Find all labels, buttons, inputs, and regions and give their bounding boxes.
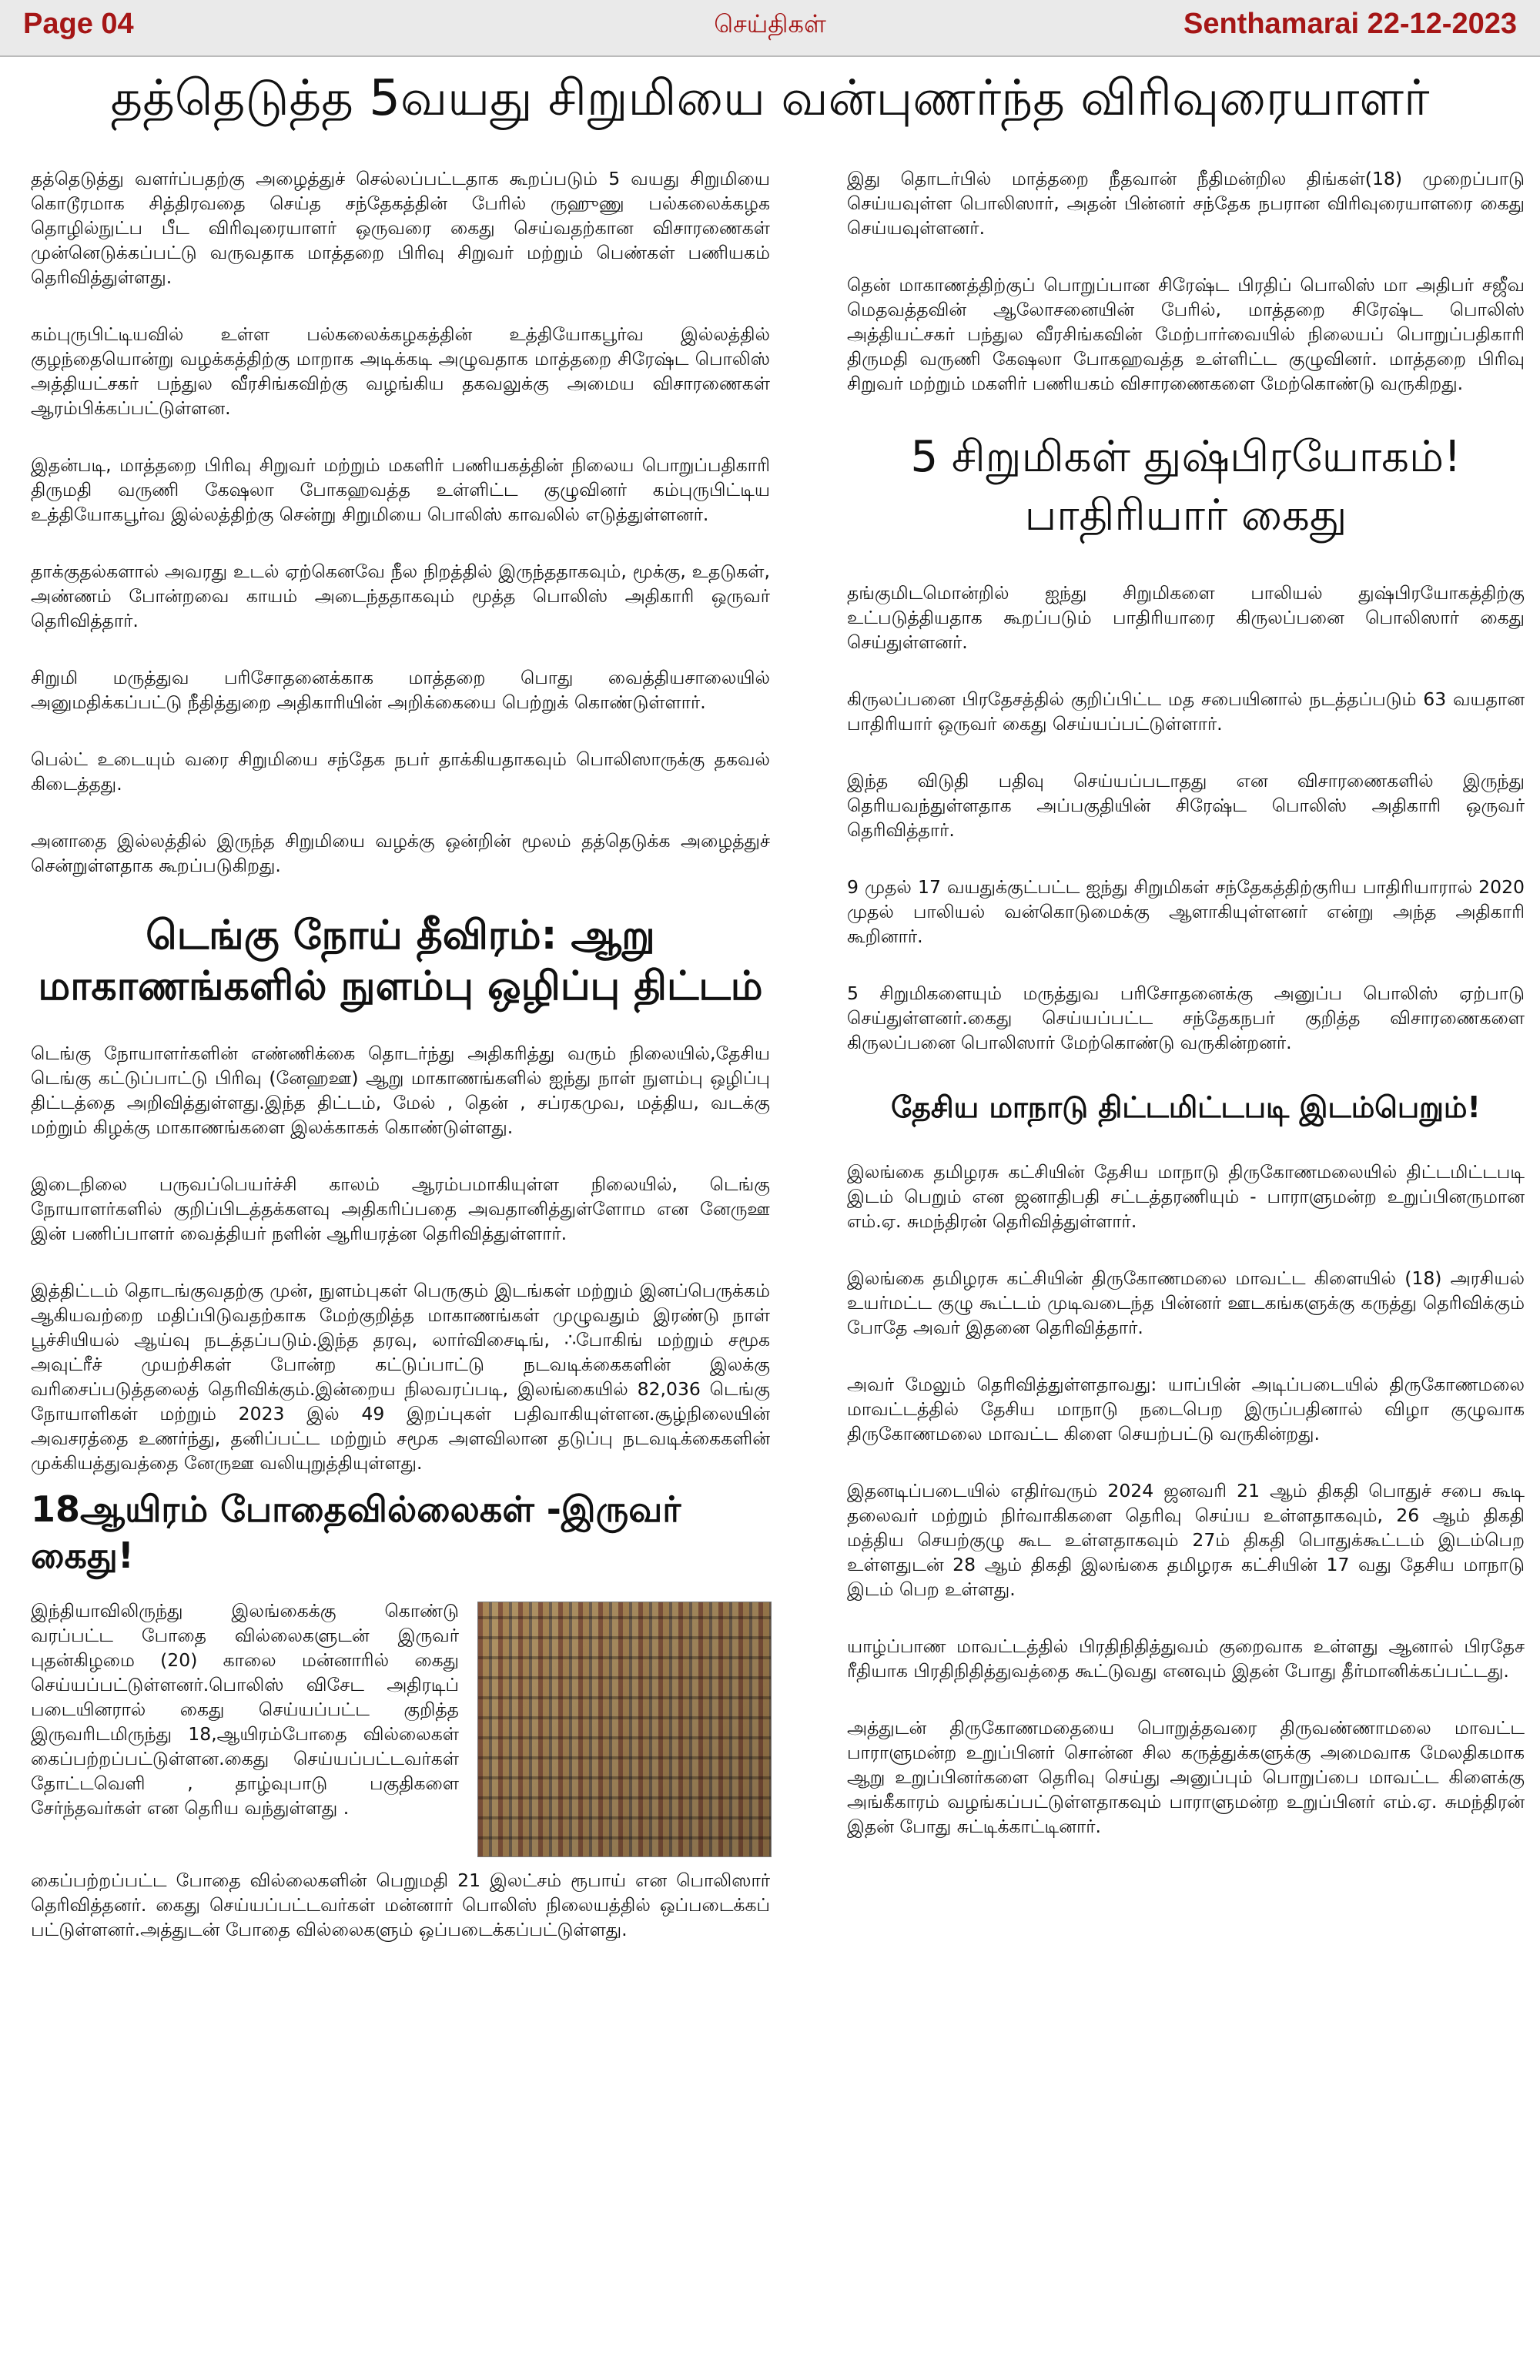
article-paragraph: அனாதை இல்லத்தில் இருந்த சிறுமியை வழக்கு ஒன்றின் மூலம் தத்தெடுக்க அழைத்துச் சென்றுள்ளதாக கூறப்படுகிறது. (31, 830, 770, 876)
section-name: செய்திகள் (714, 9, 826, 38)
article-paragraph: தென் மாகாணத்திற்குப் பொறுப்பான சிரேஷ்ட பிரதிப் பொலிஸ் மா அதிபர் சஜீவ மெதவத்தவின் ஆலோசனையின் பேரில், மாத்தறை சிரேஷ்ட பொலிஸ் அத்தியட்சகர் பந்துல வீரசிங்கவின் மேற்பார்வையில் நிலையப் பொறுப்பதிகாரி திருமதி வருணி கேஷலா போகஹவத்த உள்ளிட்ட குழுவினர். மாத்தறை பிரிவு சிறுவர் மற்றும் மகளிர் பணியகம் விசாரணைகளை மேற்கொண்டு வருகிறது. (847, 274, 1525, 394)
main-headline: தத்தெடுத்த 5வயது சிறுமியை வன்புணர்ந்த விரிவுரையாளர் (110, 70, 1430, 127)
seized-pills-photo (477, 1602, 770, 1856)
article-paragraph: இடைநிலை பருவப்பெயர்ச்சி காலம் ஆரம்பமாகியுள்ள நிலையில், டெங்கு நோயாளர்களில் குறிப்பிடத்தக்களவு அதிகரிப்பதை அவதானித்துள்ளோம என னேருஊ இன் பணிப்பாளர் வைத்தியர் நளின் ஆரியரத்ன தெரிவித்துள்ளார். (31, 1173, 770, 1244)
article-paragraph: 9 முதல் 17 வயதுக்குட்பட்ட ஐந்து சிறுமிகள் சந்தேகத்திற்குரிய பாதிரியாரால் 2020 முதல் பாலியல் வன்கொடுமைக்கு ஆளாகியுள்ளனர் என்று அந்த அதிகாரி கூறினார். (847, 876, 1525, 947)
article-paragraph: அவர் மேலும் தெரிவித்துள்ளதாவது: யாப்பின் அடிப்படையில் திருகோணமலை மாவட்டத்தில் தேசிய மாநாடு நடைபெற இருப்பதினால் விழா குழுவாக திருகோணமலை மாவட்ட கிளை செயற்பட்டு வருகின்றது. (847, 1374, 1525, 1444)
article-paragraph: தாக்குதல்களால் அவரது உடல் ஏற்கெனவே நீல நிறத்தில் இருந்ததாகவும், மூக்கு, உதடுகள், அண்ணம் போன்றவை காயம் அடைந்ததாகவும் மூத்த பொலிஸ் அதிகாரி ஒருவர் தெரிவித்தார். (31, 561, 770, 631)
article-paragraph: இதனடிப்படையில் எதிர்வரும் 2024 ஜனவரி 21 ஆம் திகதி பொதுச் சபை கூடி தலைவர் மற்றும் நிர்வாகிகளை தெரிவு செய்ய உள்ளதாகவும், 26 ஆம் திகதி மத்திய செயற்குழு கூட உள்ளதாகவும் 27ம் திகதி பொதுக்கூட்டம் இடம்பெற உள்ளதுடன் 28 ஆம் திகதி இலங்கை தமிழரசு கட்சியின் 17 வது தேசிய மாநாடு இடம் பெற உள்ளது. (847, 1480, 1525, 1600)
article-paragraph: கைப்பற்றப்பட்ட போதை வில்லைகளின் பெறுமதி 21 இலட்சம் ரூபாய் என பொலிஸார் தெரிவித்தனர். கைது செய்யப்பட்டவர்கள் மன்னார் பொலிஸ் நிலையத்தில் ஒப்படைக்கப் பட்டுள்ளனர்.அத்துடன் போதை வில்லைகளும் ஒப்படைக்கப்பட்டுள்ளது. (31, 1870, 770, 1940)
article-paragraph: இலங்கை தமிழரசு கட்சியின் தேசிய மாநாடு திருகோணமலையில் திட்டமிட்டபடி இடம் பெறும் என ஜனாதிபதி சட்டத்தரணியும் - பாராளுமன்ற உறுப்பினருமான எம்.ஏ. சுமந்திரன் தெரிவித்துள்ளார். (847, 1161, 1525, 1232)
article-paragraph: கம்புருபிட்டியவில் உள்ள பல்கலைக்கழகத்தின் உத்தியோகபூர்வ இல்லத்தில் குழந்தையொன்று வழக்கத்திற்கு மாறாக அடிக்கடி அழுவதாக மாத்தறை சிரேஷ்ட பொலிஸ் அத்தியட்சகர் பந்துல வீரசிங்கவிற்கு வழங்கிய தகவலுக்கு அமைய விசாரணைகள் ஆரம்பிக்கப்பட்டுள்ளன. (31, 323, 770, 419)
article-paragraph: இந்தியாவிலிருந்து இலங்கைக்கு கொண்டு வரப்பட்ட போதை வில்லைகளுடன் இருவர் புதன்கிழமை (20) காலை மன்னாரில் கைது செய்யப்பட்டுள்ளனர்.பொலிஸ் விசேட அதிரடிப் படையினரால் கைது செய்யப்பட்ட குறித்த இருவரிடமிருந்து 18,ஆயிரம்போதை வில்லைகள் கைப்பற்றப்பட்டுள்ளன.கைது செய்யப்பட்டவர்கள் தோட்டவெளி , தாழ்வுபாடு பகுதிகளை சேர்ந்தவர்கள் என தெரிய வந்துள்ளது . (31, 1600, 459, 1819)
article-paragraph: யாழ்ப்பாண மாவட்டத்தில் பிரதிநிதித்துவம் குறைவாக உள்ளது ஆனால் பிரதேச ரீதியாக பிரதிநிதித்துவத்தை கூட்டுவது எனவும் இதன் போது தீர்மானிக்கப்பட்டது. (847, 1635, 1525, 1682)
article-paragraph: தத்தெடுத்து வளர்ப்பதற்கு அழைத்துச் செல்லப்பட்டதாக கூறப்படும் 5 வயது சிறுமியை கொடூரமாக சித்திரவதை செய்த சந்தேகத்தின் பேரில் ருஹுணு பல்கலைக்கழக தொழில்நுட்ப பீட விரிவுரையாளர் ஒருவரை கைது செய்வதற்கான விசாரணைகள் முன்னெடுக்கப்பட்டு வருவதாக மாத்தறை பிரிவு சிறுவர் மற்றும் பெண்கள் பணியகம் தெரிவித்துள்ளது. (31, 168, 770, 288)
page-number: Page 04 (23, 8, 134, 40)
article-paragraph: இதன்படி, மாத்தறை பிரிவு சிறுவர் மற்றும் மகளிர் பணியகத்தின் நிலைய பொறுப்பதிகாரி திருமதி வருணி கேஷலா போகஹவத்த உள்ளிட்ட குழுவினர் கம்புருபிட்டிய உத்தியோகபூர்வ இல்லத்திற்கு சென்று சிறுமியை பொலிஸ் காவலில் எடுத்துள்ளனர். (31, 454, 770, 525)
article-paragraph: இது தொடர்பில் மாத்தறை நீதவான் நீதிமன்றில திங்கள்(18) முறைப்பாடு செய்யவுள்ள பொலிஸார், அதன் பின்னர் சந்தேக நபரான விரிவுரையாளரை கைது செய்யவுள்ளனர். (847, 168, 1525, 239)
paper-name-date: Senthamarai 22-12-2023 (1183, 8, 1517, 40)
right-column (847, 166, 1525, 1871)
dengue-headline: டெங்கு நோய் தீவிரம்: ஆறு மாகாணங்களில் நுளம்பு ஒழிப்பு திட்டம் (38, 912, 763, 1009)
article-paragraph: 5 சிறுமிகளையும் மருத்துவ பரிசோதனைக்கு அனுப்ப பொலிஸ் ஏற்பாடு செய்துள்ளனர்.கைது செய்யப்பட்ட சந்தேகநபர் குறித்த விசாரணைகளை கிருலப்பனை பொலிஸார் மேற்கொண்டு வருகின்றனர். (847, 982, 1525, 1053)
conference-headline: தேசிய மாநாடு திட்டமிட்டபடி இடம்பெறும்! (891, 1090, 1481, 1124)
article-paragraph: இத்திட்டம் தொடங்குவதற்கு முன், நுளம்புகள் பெருகும் இடங்கள் மற்றும் இனப்பெருக்கம் ஆகியவற்றை மதிப்பிடுவதற்காக மேற்குறித்த மாகாணங்கள் முழுவதும் இரண்டு நாள் பூச்சியியல் ஆய்வு நடத்தப்படும்.இந்த தரவு, லார்விசைடிங், ∴போகிங் மற்றும் சமூக அவுட்ரீச் முயற்சிகள் போன்ற கட்டுப்பாட்டு நடவடிக்கைகளின் இலக்கு வரிசைப்படுத்தலைத் தெரிவிக்கும்.இன்றைய நிலவரப்படி, இலங்கையில் 82,036 டெங்கு நோயாளிகள் மற்றும் 2023 இல் 49 இறப்புகள் பதிவாகியுள்ளன.சூழ்நிலையின் அவசரத்தை உணர்ந்து, தனிப்பட்ட மற்றும் சமூக அளவிலான தடுப்பு நடவடிக்கைகளின் முக்கியத்துவத்தை னேருஊ வலியுறுத்தியுள்ளது. (31, 1280, 770, 1474)
left-column (31, 166, 770, 1974)
article-paragraph: பெல்ட் உடையும் வரை சிறுமியை சந்தேக நபர் தாக்கியதாகவும் பொலிஸாருக்கு தகவல் கிடைத்தது. (31, 748, 770, 795)
article-paragraph: டெங்கு நோயாளர்களின் எண்ணிக்கை தொடர்ந்து அதிகரித்து வரும் நிலையில்,தேசிய டெங்கு கட்டுப்பாட்டு பிரிவு (னேஹஊ) ஆறு மாகாணங்களில் ஐந்து நாள் நுளம்பு ஒழிப்பு திட்டத்தை அறிவித்துள்ளது.இந்த திட்டம், மேல் , தென் , சப்ரகமுவ, மத்திய, வடக்கு மற்றும் கிழக்கு மாகாணங்களை இலக்காகக் கொண்டுள்ளது. (31, 1043, 770, 1138)
article-paragraph: சிறுமி மருத்துவ பரிசோதனைக்காக மாத்தறை பொது வைத்தியசாலையில் அனுமதிக்கப்பட்டு நீதித்துறை அதிகாரியின் அறிக்கையை பெற்றுக் கொண்டுள்ளார். (31, 667, 770, 713)
article-paragraph: இலங்கை தமிழரசு கட்சியின் திருகோணமலை மாவட்ட கிளையில் (18) அரசியல் உயர்மட்ட குழு கூட்டம் முடிவடைந்த பின்னர் ஊடகங்களுக்கு கருத்து தெரிவிக்கும் போதே அவர் இதனை தெரிவித்தார். (847, 1267, 1525, 1338)
article-paragraph: கிருலப்பனை பிரதேசத்தில் குறிப்பிட்ட மத சபையினால் நடத்தப்படும் 63 வயதான பாதிரியார் ஒருவர் கைது செய்யப்பட்டுள்ளார். (847, 688, 1525, 735)
article-paragraph: இந்த விடுதி பதிவு செய்யப்படாதது என விசாரணைகளில் இருந்து தெரியவந்துள்ளதாக அப்பகுதியின் சிரேஷ்ட பொலிஸ் அதிகாரி ஒருவர் தெரிவித்தார். (847, 770, 1525, 841)
page-header (0, 0, 1540, 57)
drugs-headline: 18ஆயிரம் போதைவில்லைகள் -இருவர் கைது! (31, 1488, 681, 1576)
abuse-headline: 5 சிறுமிகள் துஷ்பிரயோகம்! பாதிரியார் கைது (910, 432, 1461, 541)
article-paragraph: அத்துடன் திருகோணமதையை பொறுத்தவரை திருவண்ணாமலை மாவட்ட பாராளுமன்ற உறுப்பினர் சொன்ன சில கருத்துக்களுக்கு அமைவாக மேலதிகமாக ஆறு உறுப்பினர்களை தெரிவு செய்து அனுப்பும் பொறுப்பை மாவட்ட கிளைக்கு அங்கீகாரம் வழங்கப்பட்டுள்ளதாகவும் பாராளுமன்ற உறுப்பினர் எம்.ஏ. சுமந்திரன் இதன் போது சுட்டிக்காட்டினார். (847, 1717, 1525, 1837)
article-paragraph: தங்குமிடமொன்றில் ஐந்து சிறுமிகளை பாலியல் துஷ்பிரயோகத்திற்கு உட்படுத்தியதாக கூறப்படும் பாதிரியாரை கிருலப்பனை பொலிஸார் கைது செய்துள்ளனர். (847, 582, 1525, 653)
